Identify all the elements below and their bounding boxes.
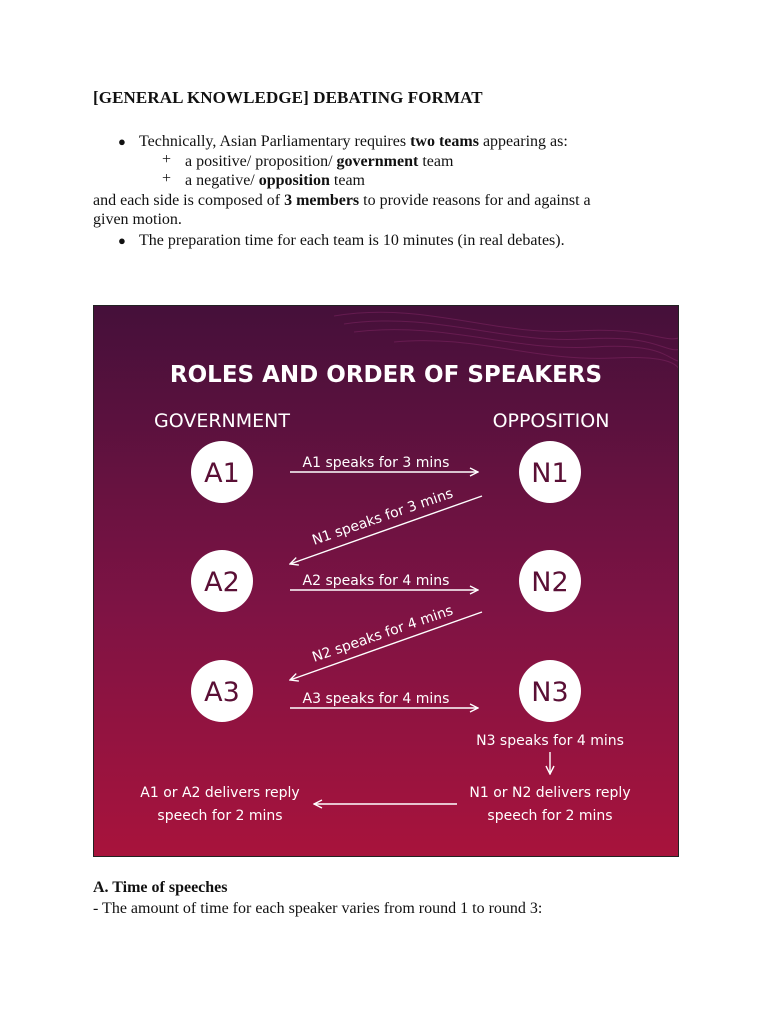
speaker-a1 <box>191 441 253 503</box>
speakers-infographic <box>93 305 679 857</box>
infographic-title: ROLES AND ORDER OF SPEAKERS <box>169 362 603 388</box>
speaker-n1 <box>519 441 581 503</box>
reply-government-line1: A1 or A2 delivers reply <box>140 785 300 801</box>
sub-item-opposition: a negative/ opposition team <box>185 172 365 189</box>
plus-icon: + <box>162 151 172 168</box>
speaker-a3 <box>191 660 253 722</box>
reply-government-line2: speech for 2 mins <box>157 808 283 824</box>
bullet-two-teams: Technically, Asian Parliamentary requires two teams appearing as: <box>139 133 568 150</box>
svg-text:A2: A2 <box>204 567 240 598</box>
paragraph-members: and each side is composed of 3 members to provide reasons for and against a <box>93 192 591 209</box>
section-a-text: - The amount of time for each speaker varies from round 1 to round 3: <box>93 900 543 917</box>
bullet-preparation-time: The preparation time for each team is 10 minutes (in real debates). <box>139 232 565 249</box>
section-a-heading: A. Time of speeches <box>93 879 228 896</box>
svg-text:N3: N3 <box>531 677 569 708</box>
speaker-n2 <box>519 550 581 612</box>
plus-icon: + <box>162 170 172 187</box>
page-title: [GENERAL KNOWLEDGE] DEBATING FORMAT <box>93 88 483 107</box>
svg-text:N1: N1 <box>531 458 569 489</box>
label-n1-speaks: N1 speaks for 3 mins <box>310 485 456 549</box>
svg-text:N2: N2 <box>531 567 569 598</box>
svg-text:A1: A1 <box>204 458 240 489</box>
bullet-dot: ● <box>118 134 126 149</box>
label-n3-speaks: N3 speaks for 4 mins <box>476 733 624 749</box>
svg-text:A3: A3 <box>204 677 240 708</box>
reply-opposition-line2: speech for 2 mins <box>487 808 613 824</box>
paragraph-members-line2: given motion. <box>93 211 182 228</box>
opposition-label: OPPOSITION <box>492 410 610 432</box>
label-n2-speaks: N2 speaks for 4 mins <box>310 602 456 666</box>
label-a1-speaks: A1 speaks for 3 mins <box>302 455 450 471</box>
sub-item-government: a positive/ proposition/ government team <box>185 153 454 170</box>
label-a2-speaks: A2 speaks for 4 mins <box>302 573 450 589</box>
bullet-dot: ● <box>118 233 126 248</box>
speaker-a2 <box>191 550 253 612</box>
government-label: GOVERNMENT <box>154 410 290 432</box>
reply-opposition-line1: N1 or N2 delivers reply <box>469 785 631 801</box>
label-a3-speaks: A3 speaks for 4 mins <box>302 691 450 707</box>
speaker-n3 <box>519 660 581 722</box>
